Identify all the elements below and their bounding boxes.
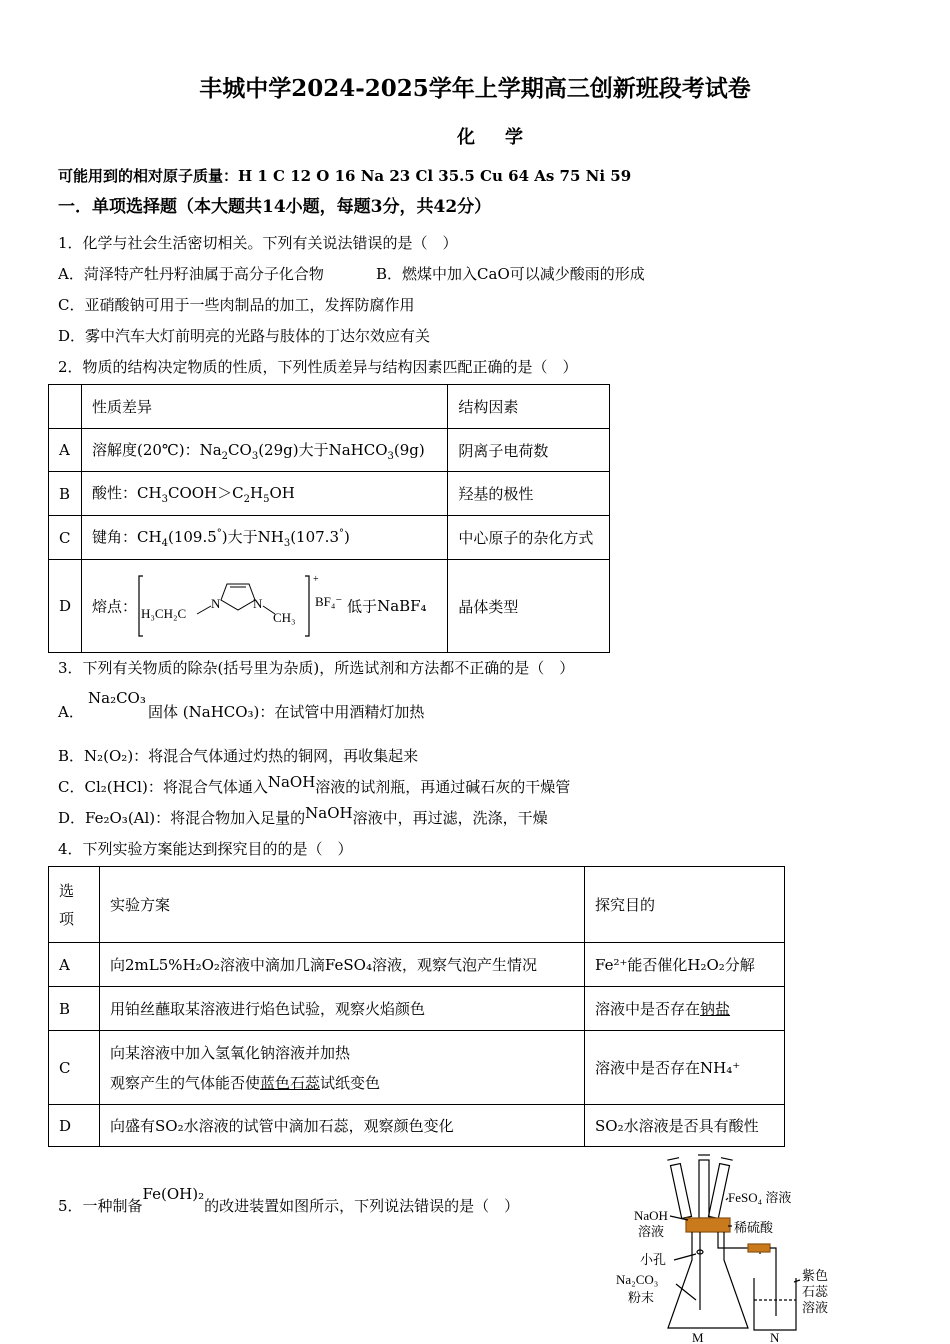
section-heading: 一．单项选择题（本大题共14小题，每题3分，共42分）	[58, 197, 492, 217]
svg-text:NaOH: NaOH	[634, 1208, 668, 1223]
q1-option-a: A．菏泽特产牡丹籽油属于高分子化合物	[58, 265, 324, 283]
table-row	[49, 385, 610, 429]
table-header: 性质差异	[82, 385, 448, 429]
svg-text:小孔: 小孔	[640, 1252, 667, 1267]
apparatus-figure	[610, 1150, 840, 1344]
svg-text:溶液: 溶液	[802, 1300, 829, 1315]
svg-text:粉末: 粉末	[628, 1290, 655, 1305]
property-cell: 溶解度(20℃)：$Na_2CO_3(29g)$大于NaHCO$_3$(9g)	[82, 429, 448, 472]
svg-text:BF₄⁻: BF₄⁻	[315, 594, 343, 609]
goal-cell: SO₂水溶液是否具有酸性	[585, 1105, 785, 1147]
q2-table	[48, 384, 610, 653]
table-row	[49, 867, 785, 943]
row-label: C	[49, 1031, 100, 1105]
table-row	[49, 943, 785, 987]
goal-cell: 溶液中是否存在钠盐	[585, 987, 785, 1031]
table-header: 探究目的	[585, 867, 785, 943]
plan-cell: 用铂丝蘸取某溶液进行焰色试验，观察火焰颜色	[100, 987, 585, 1031]
q3-option-c: C．Cl₂(HCl)：将混合气体通入NaOH溶液的试剂瓶，再通过碱石灰的干燥管	[58, 773, 571, 796]
factor-cell: 阴离子电荷数	[448, 429, 610, 472]
q3-option-d: D．Fe₂O₃(Al)：将混合物加入足量的NaOH溶液中，再过滤，洗涤，干燥	[58, 804, 548, 827]
row-label: C	[49, 516, 82, 560]
plan-cell: 向盛有SO₂水溶液的试管中滴加石蕊，观察颜色变化	[100, 1105, 585, 1147]
svg-text:M: M	[692, 1330, 704, 1344]
property-cell: 键角：$CH_4(109.5^\circ)$大于$NH_3(107.3^\circ)$	[82, 516, 448, 560]
q2-stem: 2．物质的结构决定物质的性质，下列性质差异与结构因素匹配正确的是（ ）	[58, 358, 578, 376]
atomic-masses: 可能用到的相对原子质量：H 1 C 12 O 16 Na 23 Cl 35.5 Cu 64 As 75 Ni 59	[58, 167, 632, 185]
row-label: D	[49, 1105, 100, 1147]
table-row	[49, 560, 610, 653]
goal-cell: 溶液中是否存在NH₄⁺	[585, 1031, 785, 1105]
table-row	[49, 516, 610, 560]
row-label: B	[49, 472, 82, 516]
svg-text:N: N	[253, 596, 263, 611]
plan-cell: 向2mL5%H₂O₂溶液中滴加几滴FeSO₄溶液，观察气泡产生情况	[100, 943, 585, 987]
svg-text:稀硫酸: 稀硫酸	[734, 1220, 774, 1235]
q5-stem: 5．一种制备Fe(OH)₂的改进装置如图所示，下列说法错误的是（ ）	[58, 1185, 520, 1215]
row-label: D	[49, 560, 82, 653]
q3-option-a-text: 固体 (NaHCO₃)：在试管中用酒精灯加热	[148, 703, 425, 721]
row-label: A	[49, 943, 100, 987]
svg-text:+: +	[313, 574, 319, 585]
svg-text:石蕊: 石蕊	[802, 1284, 829, 1299]
table-row	[49, 1105, 785, 1147]
svg-text:Na₂CO₃: Na₂CO₃	[616, 1272, 659, 1287]
table-row	[49, 987, 785, 1031]
q4-table	[48, 866, 785, 1147]
row-label: B	[49, 987, 100, 1031]
property-cell: 酸性：$CH_3COOH>C_2H_5OH$	[82, 472, 448, 516]
table-row	[49, 429, 610, 472]
imidazolium-structure	[137, 570, 347, 642]
row-label: A	[49, 429, 82, 472]
svg-text:N: N	[770, 1330, 780, 1344]
q1-option-d: D．雾中汽车大灯前明亮的光路与肢体的丁达尔效应有关	[58, 327, 431, 345]
q3-stem: 3．下列有关物质的除杂(括号里为杂质)，所选试剂和方法都不正确的是（ ）	[58, 659, 575, 677]
q3-option-b: B．N₂(O₂)：将混合气体通过灼热的铜网，再收集起来	[58, 747, 419, 765]
goal-cell: Fe²⁺能否催化H₂O₂分解	[585, 943, 785, 987]
svg-text:紫色: 紫色	[802, 1268, 829, 1283]
factor-cell: 中心原子的杂化方式	[448, 516, 610, 560]
q1-option-c: C．亚硝酸钠可用于一些肉制品的加工，发挥防腐作用	[58, 296, 415, 314]
q3-option-a-formula: Na₂CO₃	[88, 689, 146, 707]
table-header: 选 项	[49, 867, 100, 943]
plan-cell: 向某溶液中加入氢氧化钠溶液并加热 观察产生的气体能否使蓝色石蕊试纸变色	[100, 1031, 585, 1105]
svg-text:N: N	[211, 596, 221, 611]
table-row	[49, 1031, 785, 1105]
factor-cell: 晶体类型	[448, 560, 610, 653]
factor-cell: 羟基的极性	[448, 472, 610, 516]
q3-option-a-label: A．	[58, 703, 84, 721]
table-header: 结构因素	[448, 385, 610, 429]
svg-text:FeSO₄ 溶液: FeSO₄ 溶液	[728, 1190, 792, 1205]
svg-text:溶液: 溶液	[638, 1224, 665, 1239]
exam-title: 丰城中学2024-2025学年上学期高三创新班段考试卷	[199, 75, 751, 102]
subject-heading: 化学	[457, 127, 553, 148]
svg-text:H₃CH₂C: H₃CH₂C	[141, 606, 187, 621]
table-row	[49, 472, 610, 516]
q1-stem: 1．化学与社会生活密切相关。下列有关说法错误的是（ ）	[58, 234, 458, 252]
q4-stem: 4．下列实验方案能达到探究目的的是（ ）	[58, 840, 353, 858]
q1-option-b: B．燃煤中加入CaO可以减少酸雨的形成	[376, 265, 645, 283]
svg-text:CH₃: CH₃	[273, 610, 296, 625]
property-cell: 熔点： H₃CH₂C N N CH₃ + BF₄⁻ 低于NaBF₄	[82, 560, 448, 653]
table-header: 实验方案	[100, 867, 585, 943]
